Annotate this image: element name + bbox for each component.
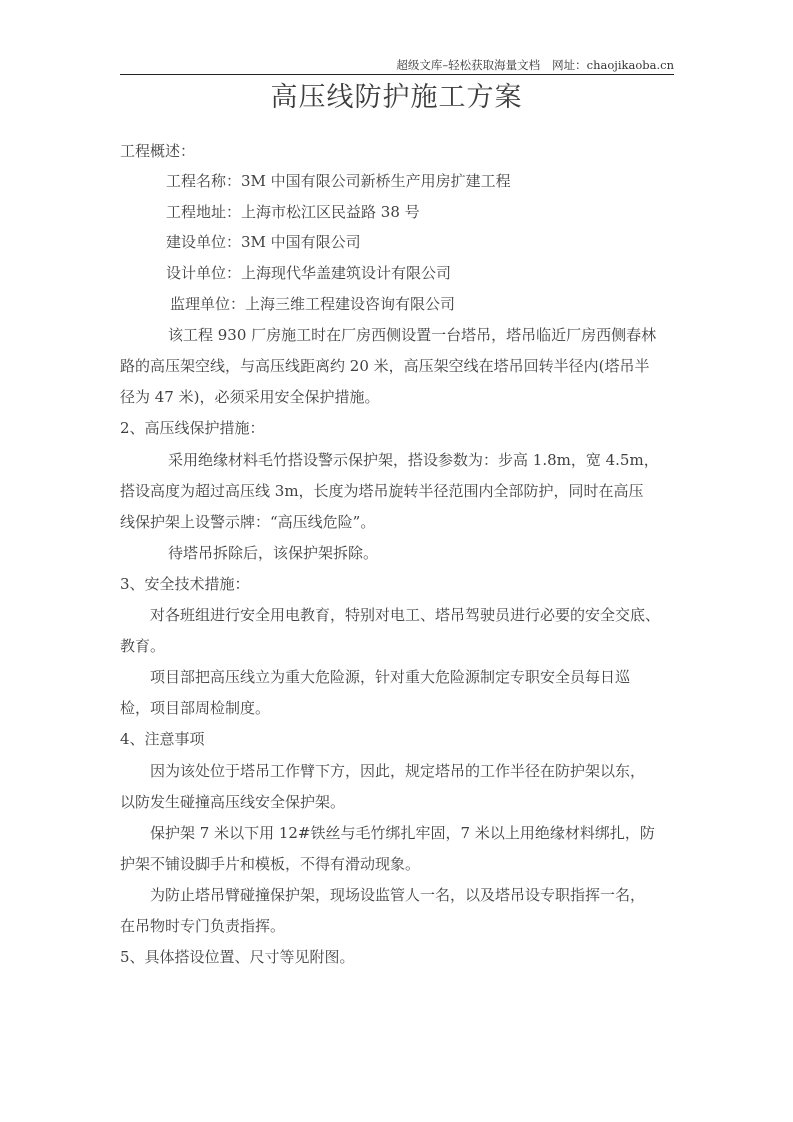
project-address: 工程地址：上海市松江区民益路 38 号 <box>166 203 420 221</box>
overview-heading: 工程概述： <box>120 142 196 160</box>
construction-unit: 建设单位：3M 中国有限公司 <box>166 233 361 251</box>
section4-heading: 4、注意事项 <box>120 730 205 748</box>
section2-paragraph-line: 采用绝缘材料毛竹搭设警示保护架，搭设参数为：步高 1.8m，宽 4.5m， <box>168 451 659 469</box>
project-name: 工程名称：3M 中国有限公司新桥生产用房扩建工程 <box>166 172 511 190</box>
section4-paragraph-line: 以防发生碰撞高压线安全保护架。 <box>120 793 346 811</box>
section3-paragraph-line: 对各班组进行安全用电教育，特别对电工、塔吊驾驶员进行必要的安全交底、 <box>150 606 661 624</box>
header-library-text: 超级文库–轻松获取海量文档 <box>396 58 541 72</box>
section3-paragraph-line: 检，项目部周检制度。 <box>120 699 271 717</box>
section2-heading: 2、高压线保护措施： <box>120 419 265 437</box>
section3-heading: 3、安全技术措施： <box>120 575 250 593</box>
design-unit: 设计单位：上海现代华盖建筑设计有限公司 <box>166 264 452 282</box>
section4-paragraph-line: 因为该处位于塔吊工作臂下方，因此，规定塔吊的工作半径在防护架以东， <box>150 762 646 780</box>
section2-paragraph-line: 搭设高度为超过高压线 3m，长度为塔吊旋转半径范围内全部防护，同时在高压 <box>120 482 644 500</box>
overview-paragraph-line: 径为 47 米)，必须采用安全保护措施。 <box>120 388 380 406</box>
section4-paragraph-line: 护架不铺设脚手片和模板，不得有滑动现象。 <box>120 855 421 873</box>
section3-paragraph-line: 项目部把高压线立为重大危险源，针对重大危险源制定专职安全员每日巡 <box>150 668 631 686</box>
section4-paragraph-line: 为防止塔吊臂碰撞保护架，现场设监管人一名，以及塔吊设专职指挥一名， <box>150 886 646 904</box>
supervision-unit: 监理单位：上海三维工程建设咨询有限公司 <box>170 295 456 313</box>
section2-removal-note: 待塔吊拆除后，该保护架拆除。 <box>168 544 379 562</box>
header-divider <box>120 74 674 75</box>
section4-paragraph-line: 在吊物时专门负责指挥。 <box>120 917 286 935</box>
section3-paragraph-line: 教育。 <box>120 637 166 655</box>
page-header <box>120 57 674 74</box>
section2-paragraph-line: 线保护架上设警示牌：“高压线危险”。 <box>120 513 376 531</box>
document-title: 高压线防护施工方案 <box>270 82 523 113</box>
section5-heading: 5、具体搭设位置、尺寸等见附图。 <box>120 948 355 966</box>
header-site-text: 网址：chaojikaoba.cn <box>552 58 674 72</box>
section4-paragraph-line: 保护架 7 米以下用 12#铁丝与毛竹绑扎牢固，7 米以上用绝缘材料绑扎，防 <box>150 824 655 842</box>
overview-paragraph-line: 路的高压架空线，与高压线距离约 20 米，高压架空线在塔吊回转半径内(塔吊半 <box>120 357 650 375</box>
overview-paragraph-line: 该工程 930 厂房施工时在厂房西侧设置一台塔吊，塔吊临近厂房西侧春林 <box>168 326 657 344</box>
